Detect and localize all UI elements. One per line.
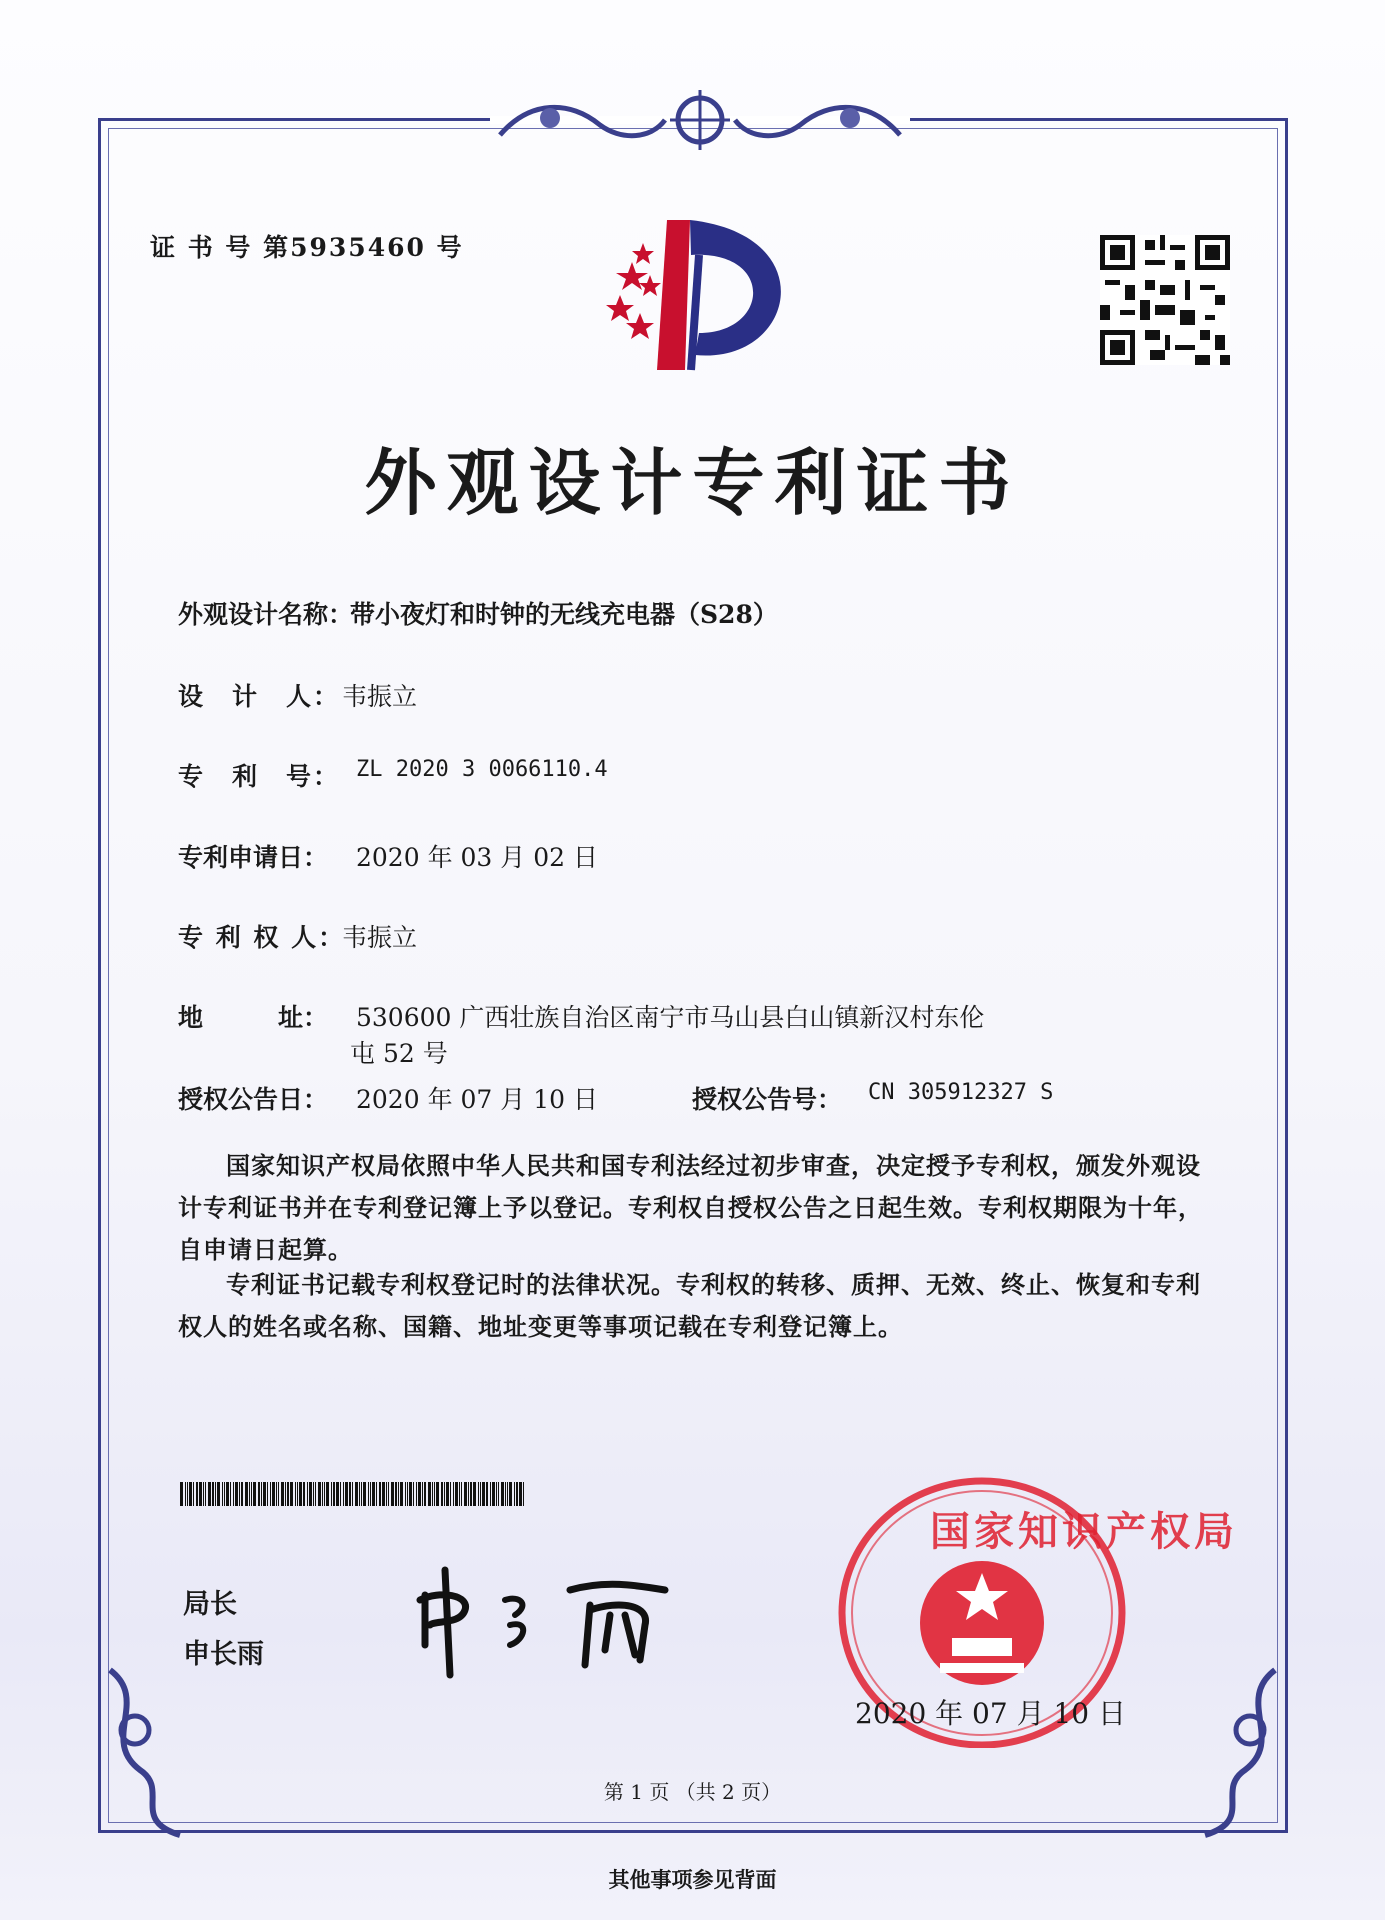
address-value-line1: 530600 广西壮族自治区南宁市马山县白山镇新汉村东伦	[356, 1003, 985, 1032]
footer-note: 其他事项参见背面	[608, 1867, 777, 1892]
seal-text: 国家知识产权局	[930, 1508, 1238, 1555]
designer-value: 韦振立	[342, 682, 418, 711]
grant-number-value: CN 305912327 S	[868, 1080, 1054, 1105]
right-bottom-ornament-icon	[1165, 1660, 1295, 1840]
statement-paragraph-2: 专利证书记载专利权登记时的法律状况。专利权的转移、质押、无效、终止、恢复和专利权人的姓名或名称、国籍、地址变更等事项记载在专利登记簿上。	[178, 1270, 1201, 1341]
handwritten-signature	[405, 1555, 705, 1685]
design-name-value: 带小夜灯和时钟的无线充电器（S28）	[350, 600, 778, 629]
design-name-label: 外观设计名称：	[178, 600, 354, 629]
certificate-number	[150, 228, 464, 264]
patent-number-label: 专 利 号：	[178, 762, 341, 791]
cnipa-logo-icon	[595, 215, 810, 375]
patentee-label: 专 利 权 人：	[178, 923, 346, 952]
qr-code-icon	[1100, 235, 1230, 365]
patent-number-value: ZL 2020 3 0066110.4	[356, 757, 608, 782]
certificate-number-value: 5935460	[290, 233, 426, 262]
signatory-name: 申长雨	[183, 1639, 264, 1670]
application-date-value: 2020 年 03 月 02 日	[356, 843, 598, 872]
top-ornament-icon	[490, 80, 910, 160]
certificate-number-prefix: 证 书 号 第	[150, 233, 291, 262]
grant-number-label: 授权公告号：	[692, 1085, 843, 1114]
seal-date: 2020 年 07 月 10 日	[855, 1697, 1127, 1730]
page-number: 第 1 页 （共 2 页）	[603, 1780, 782, 1804]
address-value-line2: 屯 52 号	[350, 1039, 448, 1068]
application-date-label: 专利申请日：	[178, 843, 329, 872]
certificate-number-suffix: 号	[425, 233, 464, 262]
address-label: 地 址：	[178, 1003, 329, 1032]
left-bottom-ornament-icon	[90, 1660, 220, 1840]
patentee-value: 韦振立	[342, 923, 418, 952]
signatory-title: 局长	[183, 1589, 237, 1620]
statement-paragraph-1: 国家知识产权局依照中华人民共和国专利法经过初步审查，决定授予专利权，颁发外观设计专利证书并在专利登记簿上予以登记。专利权自授权公告之日起生效。专利权期限为十年，自申请日起算。	[178, 1151, 1203, 1264]
barcode-icon	[180, 1482, 525, 1506]
grant-date-label: 授权公告日：	[178, 1085, 329, 1114]
designer-label: 设 计 人：	[178, 682, 341, 711]
page-title: 外观设计专利证书	[364, 441, 1021, 525]
grant-date-value: 2020 年 07 月 10 日	[356, 1085, 598, 1114]
